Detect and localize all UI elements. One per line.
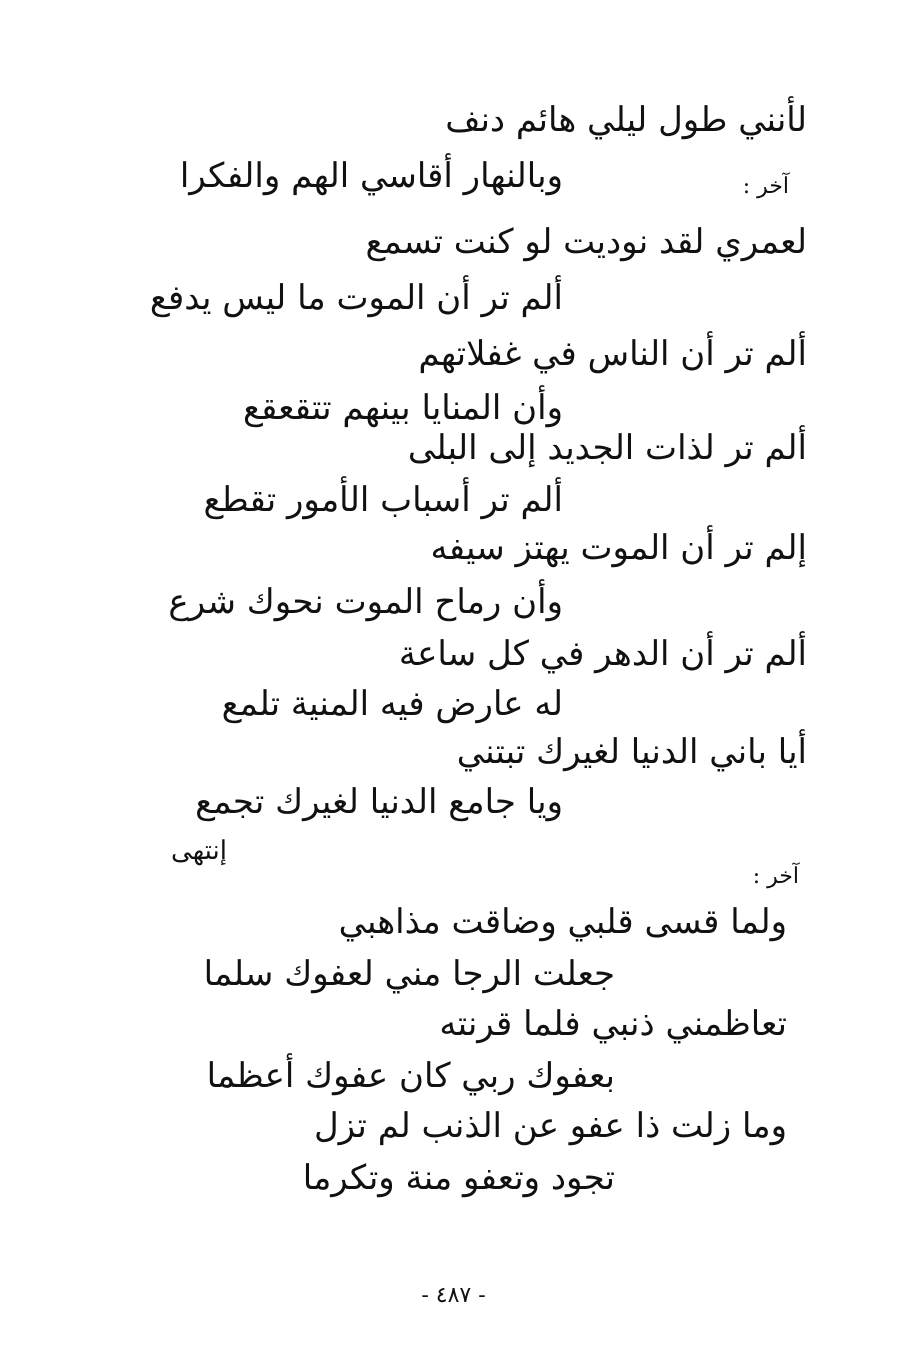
verse-second-hemistich: ألم تر أسباب الأمور تقطع [203, 480, 563, 520]
verse-second-hemistich: وأن رماح الموت نحوك شرع [168, 582, 563, 622]
verse-second-hemistich: له عارض فيه المنية تلمع [221, 684, 563, 724]
verse-second-hemistich: وأن المنايا بينهم تتقعقع [242, 388, 563, 428]
verse-second-hemistich: ألم تر أن الموت ما ليس يدفع [149, 278, 563, 318]
verse-second-hemistich: وبالنهار أقاسي الهم والفكرا [179, 156, 563, 196]
verse-first-hemistich: ألم تر لذات الجديد إلى البلى [407, 428, 807, 468]
section-heading: آخر : [742, 174, 789, 199]
verse-second-hemistich: ويا جامع الدنيا لغيرك تجمع [195, 782, 563, 822]
verse-first-hemistich: ألم تر أن الناس في غفلاتهم [418, 334, 807, 374]
page-number: - ٤٨٧ - [421, 1283, 486, 1308]
verse-first-hemistich: ألم تر أن الدهر في كل ساعة [398, 634, 807, 674]
verse-first-hemistich: ولما قسى قلبي وضاقت مذاهبي [338, 902, 787, 942]
verse-first-hemistich: تعاظمني ذنبي فلما قرنته [439, 1004, 787, 1044]
section-heading: آخر : [752, 864, 799, 889]
verse-first-hemistich: إلم تر أن الموت يهتز سيفه [430, 528, 807, 568]
verse-second-hemistich: جعلت الرجا مني لعفوك سلما [203, 954, 615, 994]
verse-second-hemistich: تجود وتعفو منة وتكرما [302, 1158, 615, 1198]
end-note: إنتهى [171, 836, 227, 866]
verse-first-hemistich: لأنني طول ليلي هائم دنف [445, 100, 807, 140]
verse-first-hemistich: أيا باني الدنيا لغيرك تبتني [456, 732, 807, 772]
verse-first-hemistich: وما زلت ذا عفو عن الذنب لم تزل [313, 1106, 787, 1146]
verse-first-hemistich: لعمري لقد نوديت لو كنت تسمع [365, 222, 807, 262]
verse-second-hemistich: بعفوك ربي كان عفوك أعظما [206, 1056, 615, 1096]
